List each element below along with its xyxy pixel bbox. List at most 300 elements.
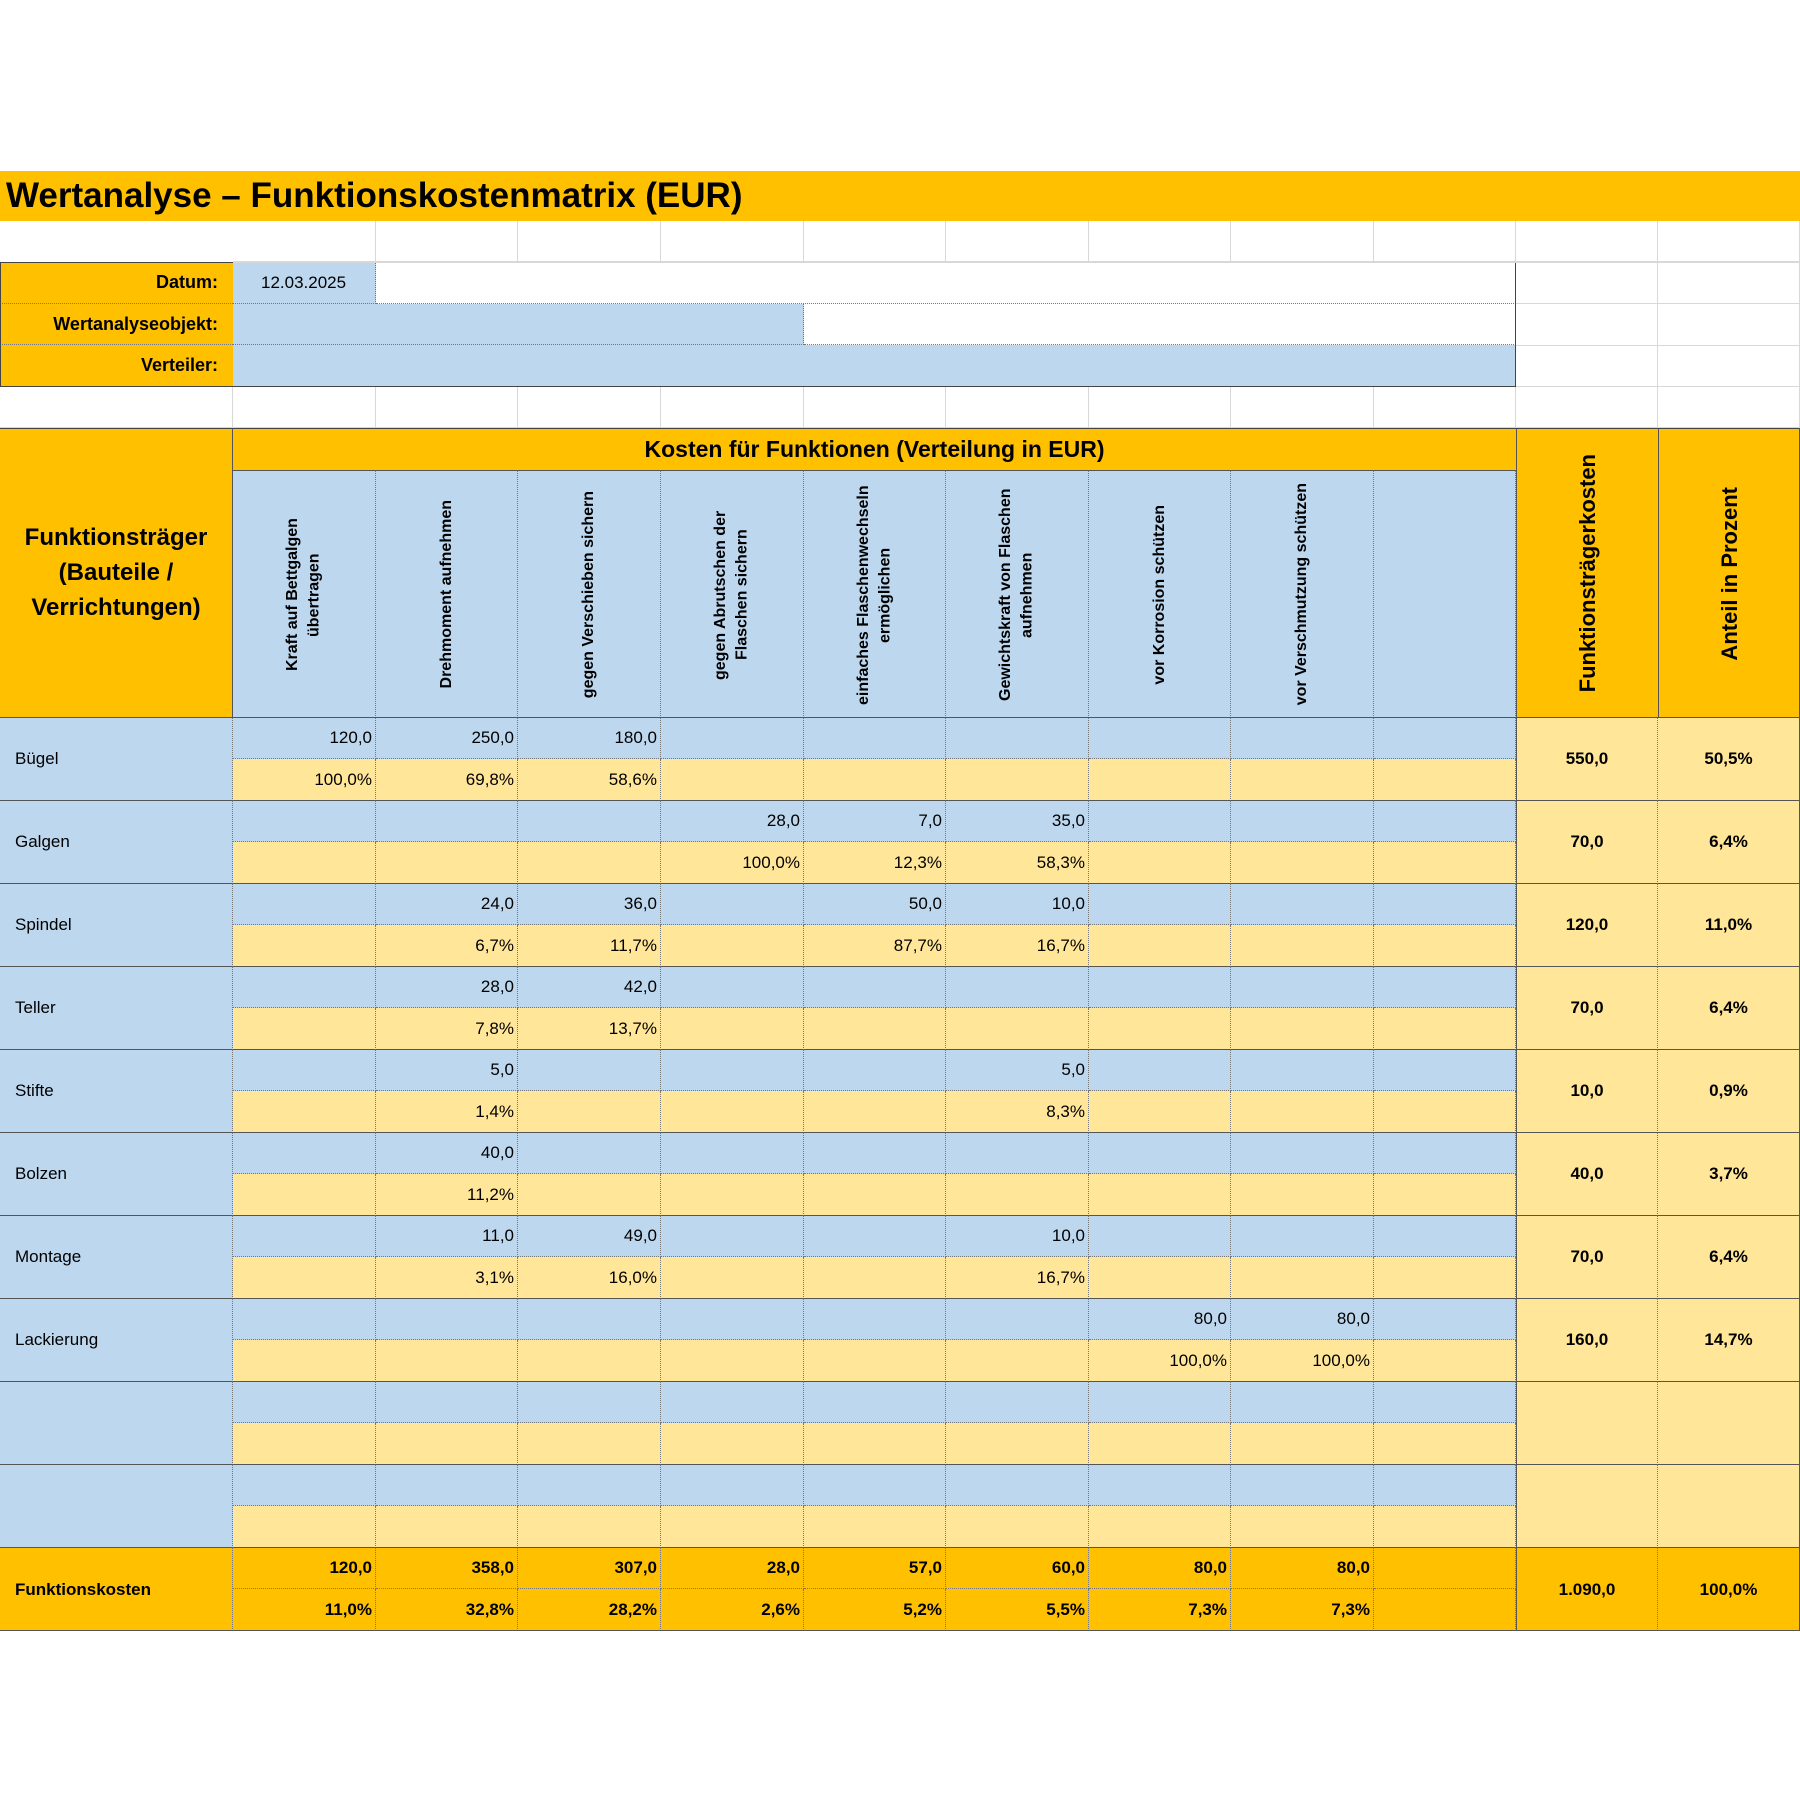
carrier-cost-total: 160,0: [1516, 1299, 1658, 1382]
grid-cell: [661, 387, 804, 428]
cost-cell[interactable]: [1374, 1299, 1516, 1340]
cost-cell[interactable]: [376, 1299, 518, 1340]
function-header: [1089, 470, 1231, 718]
percent-cell: [1231, 925, 1374, 967]
percent-cell: [946, 1008, 1089, 1050]
cost-cell[interactable]: [661, 884, 804, 925]
footer-percent: 5,2%: [804, 1589, 946, 1631]
cost-cell[interactable]: [233, 967, 376, 1008]
carrier-name: Stifte: [0, 1050, 233, 1133]
cost-cell[interactable]: [1231, 1050, 1374, 1091]
percent-cell: 69,8%: [376, 759, 518, 801]
footer-cost: 60,0: [946, 1548, 1089, 1589]
percent-cell: [1374, 1423, 1516, 1465]
cost-cell[interactable]: [1374, 718, 1516, 759]
cost-cell[interactable]: [1374, 967, 1516, 1008]
cost-cell[interactable]: [376, 801, 518, 842]
cost-cell[interactable]: [804, 967, 946, 1008]
footer-label: Funktionskosten: [0, 1548, 233, 1631]
grid-cell: [1516, 387, 1658, 428]
grid-cell: [518, 262, 661, 263]
grid-cell: [1516, 262, 1658, 304]
datum-field[interactable]: 12.03.2025: [233, 262, 376, 304]
grid-cell: [946, 262, 1089, 263]
carrier-share: 11,0%: [1658, 884, 1800, 967]
percent-cell: [661, 1008, 804, 1050]
grid-cell: [946, 387, 1089, 428]
percent-cell: [804, 1257, 946, 1299]
footer-share: 100,0%: [1658, 1548, 1800, 1631]
grid-cell: [1374, 387, 1516, 428]
footer-cost: 307,0: [518, 1548, 661, 1589]
percent-cell: [376, 1340, 518, 1382]
cost-cell[interactable]: 28,0: [661, 801, 804, 842]
grid-cell: [804, 387, 946, 428]
cost-cell[interactable]: [233, 1050, 376, 1091]
cost-cell[interactable]: [1374, 1216, 1516, 1257]
grid-cell: [1231, 262, 1374, 263]
percent-cell: [1089, 1506, 1231, 1548]
share-header: [1658, 428, 1800, 718]
percent-cell: [1374, 1174, 1516, 1216]
grid-cell: [376, 221, 518, 262]
cost-cell[interactable]: 11,0: [376, 1216, 518, 1257]
footer-cost: 80,0: [1089, 1548, 1231, 1589]
carrier-name: Bolzen: [0, 1133, 233, 1216]
grid-cell: [0, 387, 233, 428]
datum-label: Datum:: [0, 262, 233, 304]
grid-cell: [1658, 387, 1800, 428]
cost-cell[interactable]: [661, 718, 804, 759]
grid-cell: [661, 221, 804, 262]
percent-cell: [1231, 1257, 1374, 1299]
percent-cell: [946, 1506, 1089, 1548]
grid-cell: [376, 262, 518, 263]
cost-cell[interactable]: [1374, 1382, 1516, 1423]
cost-cell[interactable]: 40,0: [376, 1133, 518, 1174]
cost-cell[interactable]: [1231, 1133, 1374, 1174]
percent-cell: [233, 1340, 376, 1382]
cost-cell[interactable]: 5,0: [376, 1050, 518, 1091]
percent-cell: [518, 1340, 661, 1382]
percent-cell: [1089, 1257, 1231, 1299]
percent-cell: [1089, 759, 1231, 801]
percent-cell: 1,4%: [376, 1091, 518, 1133]
carrier-cost-total: [1516, 1382, 1658, 1465]
cost-cell[interactable]: [804, 1133, 946, 1174]
cost-cell[interactable]: 120,0: [233, 718, 376, 759]
function-header-label: einfaches Flaschenwechseln ermöglichen: [854, 484, 894, 705]
percent-cell: [1231, 1423, 1374, 1465]
sheet-title: Wertanalyse – Funktionskostenmatrix (EUR): [0, 171, 1800, 221]
datum-input-area[interactable]: [376, 262, 1516, 304]
percent-cell: [233, 1506, 376, 1548]
grid-cell: [1516, 221, 1658, 262]
footer-percent: 7,3%: [1231, 1589, 1374, 1631]
percent-cell: [1231, 1091, 1374, 1133]
percent-cell: [233, 1423, 376, 1465]
percent-cell: [233, 1257, 376, 1299]
percent-cell: [376, 1506, 518, 1548]
cost-cell[interactable]: [233, 1133, 376, 1174]
percent-cell: [1374, 925, 1516, 967]
footer-cost: 120,0: [233, 1548, 376, 1589]
cost-cell[interactable]: [233, 1299, 376, 1340]
function-header: [946, 470, 1089, 718]
percent-cell: 7,8%: [376, 1008, 518, 1050]
cost-cell[interactable]: [518, 1382, 661, 1423]
carrier-share: 3,7%: [1658, 1133, 1800, 1216]
cost-cell[interactable]: 36,0: [518, 884, 661, 925]
carrier-cost-header: [1516, 428, 1658, 718]
footer-percent: 2,6%: [661, 1589, 804, 1631]
percent-cell: 87,7%: [804, 925, 946, 967]
cost-cell[interactable]: [1374, 801, 1516, 842]
cost-cell[interactable]: [376, 1465, 518, 1506]
carrier-share: 6,4%: [1658, 967, 1800, 1050]
percent-cell: 13,7%: [518, 1008, 661, 1050]
cost-cell[interactable]: [1231, 801, 1374, 842]
percent-cell: 16,7%: [946, 1257, 1089, 1299]
cost-cell[interactable]: [1374, 1133, 1516, 1174]
cost-cell[interactable]: [1231, 1216, 1374, 1257]
percent-cell: [1089, 1423, 1231, 1465]
cost-cell[interactable]: [804, 1465, 946, 1506]
footer-cost: 358,0: [376, 1548, 518, 1589]
percent-cell: [1089, 1091, 1231, 1133]
cost-cell[interactable]: [1231, 718, 1374, 759]
share-header-label: Anteil in Prozent: [1716, 486, 1742, 661]
percent-cell: 100,0%: [233, 759, 376, 801]
grid-cell: [233, 387, 376, 428]
percent-cell: [233, 1008, 376, 1050]
cost-cell[interactable]: 50,0: [804, 884, 946, 925]
grid-cell: [518, 221, 661, 262]
percent-cell: 100,0%: [661, 842, 804, 884]
cost-cell[interactable]: [661, 1382, 804, 1423]
percent-cell: [376, 1423, 518, 1465]
percent-cell: [1089, 1174, 1231, 1216]
carrier-cost-header-label: Funktionsträgerkosten: [1574, 454, 1600, 693]
function-header: [518, 470, 661, 718]
grid-cell: [804, 221, 946, 262]
function-header: [1231, 470, 1374, 718]
percent-cell: [1089, 925, 1231, 967]
grid-cell: [1089, 262, 1231, 263]
cost-cell[interactable]: [1231, 1382, 1374, 1423]
cost-cell[interactable]: [1089, 967, 1231, 1008]
cost-cell[interactable]: [804, 1050, 946, 1091]
carrier-name: [0, 1465, 233, 1548]
percent-cell: [946, 1423, 1089, 1465]
percent-cell: [804, 1091, 946, 1133]
percent-cell: [661, 925, 804, 967]
cost-cell[interactable]: [376, 1382, 518, 1423]
cost-cell[interactable]: 10,0: [946, 884, 1089, 925]
percent-cell: [1231, 1008, 1374, 1050]
carrier-name: Montage: [0, 1216, 233, 1299]
cost-cell[interactable]: [1374, 1050, 1516, 1091]
percent-cell: [233, 1174, 376, 1216]
carrier-cost-total: 10,0: [1516, 1050, 1658, 1133]
cost-cell[interactable]: 42,0: [518, 967, 661, 1008]
cost-cell[interactable]: [946, 1133, 1089, 1174]
wertanalyseobjekt-field[interactable]: [233, 304, 804, 345]
percent-cell: [1374, 1008, 1516, 1050]
cost-cell[interactable]: [661, 1050, 804, 1091]
carrier-share: 6,4%: [1658, 801, 1800, 884]
cost-cell[interactable]: 10,0: [946, 1216, 1089, 1257]
percent-cell: 12,3%: [804, 842, 946, 884]
percent-cell: [1231, 759, 1374, 801]
percent-cell: [1089, 1008, 1231, 1050]
cost-cell[interactable]: [518, 1050, 661, 1091]
percent-cell: [518, 1506, 661, 1548]
percent-cell: 100,0%: [1231, 1340, 1374, 1382]
grid-cell: [1089, 387, 1231, 428]
grid-cell: [1231, 221, 1374, 262]
grid-cell: [233, 221, 376, 262]
carrier-cost-total: 70,0: [1516, 801, 1658, 884]
percent-cell: [946, 1174, 1089, 1216]
function-header: [376, 470, 518, 718]
verteiler-label: Verteiler:: [0, 345, 233, 386]
percent-cell: [661, 1340, 804, 1382]
carrier-cost-total: 70,0: [1516, 967, 1658, 1050]
cost-cell[interactable]: [946, 967, 1089, 1008]
cost-cell[interactable]: 49,0: [518, 1216, 661, 1257]
wertanalyseobjekt-label: Wertanalyseobjekt:: [0, 304, 233, 345]
footer-cost: [1374, 1548, 1516, 1589]
percent-cell: [661, 1174, 804, 1216]
carrier-share: 0,9%: [1658, 1050, 1800, 1133]
grid-cell: [1658, 304, 1800, 346]
cost-cell[interactable]: [661, 1299, 804, 1340]
grid-cell: [233, 262, 376, 263]
cost-cell[interactable]: 28,0: [376, 967, 518, 1008]
cost-cell[interactable]: [518, 1299, 661, 1340]
percent-cell: [1374, 842, 1516, 884]
footer-percent: 28,2%: [518, 1589, 661, 1631]
cost-cell[interactable]: [946, 1299, 1089, 1340]
percent-cell: [946, 759, 1089, 801]
function-header-label: vor Verschmutzung schützen: [1293, 483, 1311, 706]
cost-cell[interactable]: 35,0: [946, 801, 1089, 842]
cost-cell[interactable]: [661, 1133, 804, 1174]
percent-cell: [1374, 1340, 1516, 1382]
footer-percent: 11,0%: [233, 1589, 376, 1631]
grid-cell: [946, 221, 1089, 262]
function-header: [804, 470, 946, 718]
cost-cell[interactable]: [661, 1465, 804, 1506]
percent-cell: [376, 842, 518, 884]
percent-cell: 6,7%: [376, 925, 518, 967]
function-header: [1374, 470, 1516, 718]
percent-cell: [1231, 842, 1374, 884]
grid-cell: [376, 387, 518, 428]
percent-cell: 11,2%: [376, 1174, 518, 1216]
percent-cell: [804, 1506, 946, 1548]
percent-cell: [804, 1340, 946, 1382]
percent-cell: 11,7%: [518, 925, 661, 967]
cost-cell[interactable]: [233, 1216, 376, 1257]
percent-cell: [1374, 759, 1516, 801]
function-header-label: gegen Abrutschen der Flaschen sichern: [712, 509, 751, 680]
function-header-label: vor Korrosion schützen: [1150, 504, 1168, 685]
cost-cell[interactable]: [1089, 1050, 1231, 1091]
percent-cell: 16,7%: [946, 925, 1089, 967]
cost-cell[interactable]: [1231, 967, 1374, 1008]
percent-cell: [1089, 842, 1231, 884]
carrier-share: 6,4%: [1658, 1216, 1800, 1299]
carrier-cost-total: [1516, 1465, 1658, 1548]
percent-cell: [518, 1423, 661, 1465]
grid-cell: [1658, 345, 1800, 387]
cost-cell[interactable]: [804, 1299, 946, 1340]
cost-cell[interactable]: [233, 884, 376, 925]
grid-cell: [1374, 221, 1516, 262]
cost-cell[interactable]: [1089, 718, 1231, 759]
cost-cell[interactable]: [804, 718, 946, 759]
grid-cell: [1231, 387, 1374, 428]
footer-cost: 28,0: [661, 1548, 804, 1589]
grid-cell: [1658, 262, 1800, 304]
percent-cell: [1231, 1174, 1374, 1216]
percent-cell: 3,1%: [376, 1257, 518, 1299]
footer-percent: 7,3%: [1089, 1589, 1231, 1631]
cost-cell[interactable]: 7,0: [804, 801, 946, 842]
cost-cell[interactable]: [804, 1382, 946, 1423]
carrier-name: Lackierung: [0, 1299, 233, 1382]
cost-cell[interactable]: [1231, 1465, 1374, 1506]
cost-cell[interactable]: [1231, 884, 1374, 925]
cost-cell[interactable]: [804, 1216, 946, 1257]
cost-cell[interactable]: 5,0: [946, 1050, 1089, 1091]
percent-cell: [661, 1091, 804, 1133]
function-header: [233, 470, 376, 718]
carrier-cost-total: 120,0: [1516, 884, 1658, 967]
cost-cell[interactable]: 24,0: [376, 884, 518, 925]
percent-cell: [518, 1174, 661, 1216]
footer-cost: 80,0: [1231, 1548, 1374, 1589]
grid-cell: [1374, 262, 1516, 263]
footer-total: 1.090,0: [1516, 1548, 1658, 1631]
cost-cell[interactable]: [518, 801, 661, 842]
grid-cell: [1516, 345, 1658, 387]
footer-percent: 5,5%: [946, 1589, 1089, 1631]
percent-cell: [661, 1423, 804, 1465]
cost-cell[interactable]: [1089, 1465, 1231, 1506]
cost-cell[interactable]: [1089, 1216, 1231, 1257]
verteiler-field[interactable]: [233, 345, 1516, 386]
percent-cell: [804, 1008, 946, 1050]
carrier-share: [1658, 1465, 1800, 1548]
percent-cell: [518, 1091, 661, 1133]
function-group-header: Kosten für Funktionen (Verteilung in EUR): [233, 428, 1516, 470]
carrier-name: [0, 1382, 233, 1465]
function-header: [661, 470, 804, 718]
percent-cell: 16,0%: [518, 1257, 661, 1299]
function-header-label: gegen Verschieben sichern: [580, 490, 598, 699]
grid-cell: [1089, 221, 1231, 262]
percent-cell: [661, 759, 804, 801]
percent-cell: [233, 1091, 376, 1133]
grid-cell: [804, 262, 946, 263]
percent-cell: 58,3%: [946, 842, 1089, 884]
cost-cell[interactable]: [1089, 801, 1231, 842]
percent-cell: [233, 925, 376, 967]
grid-cell: [661, 262, 804, 263]
wertanalyseobjekt-input-area[interactable]: [804, 304, 1516, 345]
percent-cell: [1374, 1506, 1516, 1548]
carrier-name: Teller: [0, 967, 233, 1050]
function-header-label: Kraft auf Bettgalgen übertragen: [284, 518, 323, 671]
cost-cell[interactable]: [1089, 1382, 1231, 1423]
percent-cell: [804, 1174, 946, 1216]
percent-cell: [804, 1423, 946, 1465]
cost-cell[interactable]: [661, 967, 804, 1008]
footer-percent: 32,8%: [376, 1589, 518, 1631]
carrier-share: 14,7%: [1658, 1299, 1800, 1382]
cost-cell[interactable]: [1374, 1465, 1516, 1506]
grid-cell: [1516, 304, 1658, 346]
grid-cell: [1658, 221, 1800, 262]
percent-cell: 58,6%: [518, 759, 661, 801]
percent-cell: [1231, 1506, 1374, 1548]
percent-cell: 8,3%: [946, 1091, 1089, 1133]
percent-cell: [661, 1506, 804, 1548]
carrier-header: Funktionsträger (Bauteile / Verrichtungen): [0, 428, 233, 718]
carrier-share: [1658, 1382, 1800, 1465]
footer-bottom-line: [0, 1630, 1800, 1631]
carrier-name: Spindel: [0, 884, 233, 967]
cost-cell[interactable]: [233, 1382, 376, 1423]
footer-percent: [1374, 1589, 1516, 1631]
percent-cell: [1374, 1091, 1516, 1133]
cost-cell[interactable]: [946, 718, 1089, 759]
carrier-name: Bügel: [0, 718, 233, 801]
cost-cell[interactable]: 180,0: [518, 718, 661, 759]
percent-cell: [661, 1257, 804, 1299]
grid-cell: [518, 387, 661, 428]
footer-cost: 57,0: [804, 1548, 946, 1589]
carrier-name: Galgen: [0, 801, 233, 884]
cost-cell[interactable]: [233, 1465, 376, 1506]
percent-cell: [1374, 1257, 1516, 1299]
cost-cell[interactable]: 80,0: [1089, 1299, 1231, 1340]
cost-cell[interactable]: [518, 1465, 661, 1506]
cost-cell[interactable]: [946, 1382, 1089, 1423]
function-header-label: Drehmoment aufnehmen: [437, 500, 455, 689]
percent-cell: 100,0%: [1089, 1340, 1231, 1382]
cost-cell[interactable]: [1374, 884, 1516, 925]
percent-cell: [233, 842, 376, 884]
cost-cell[interactable]: [1089, 1133, 1231, 1174]
cost-cell[interactable]: 250,0: [376, 718, 518, 759]
percent-cell: [946, 1340, 1089, 1382]
carrier-cost-total: 40,0: [1516, 1133, 1658, 1216]
cost-cell[interactable]: 80,0: [1231, 1299, 1374, 1340]
percent-cell: [804, 759, 946, 801]
cost-cell[interactable]: [1089, 884, 1231, 925]
carrier-share: 50,5%: [1658, 718, 1800, 801]
cost-cell[interactable]: [946, 1465, 1089, 1506]
cost-cell[interactable]: [233, 801, 376, 842]
carrier-cost-total: 550,0: [1516, 718, 1658, 801]
carrier-cost-total: 70,0: [1516, 1216, 1658, 1299]
cost-cell[interactable]: [518, 1133, 661, 1174]
cost-cell[interactable]: [661, 1216, 804, 1257]
